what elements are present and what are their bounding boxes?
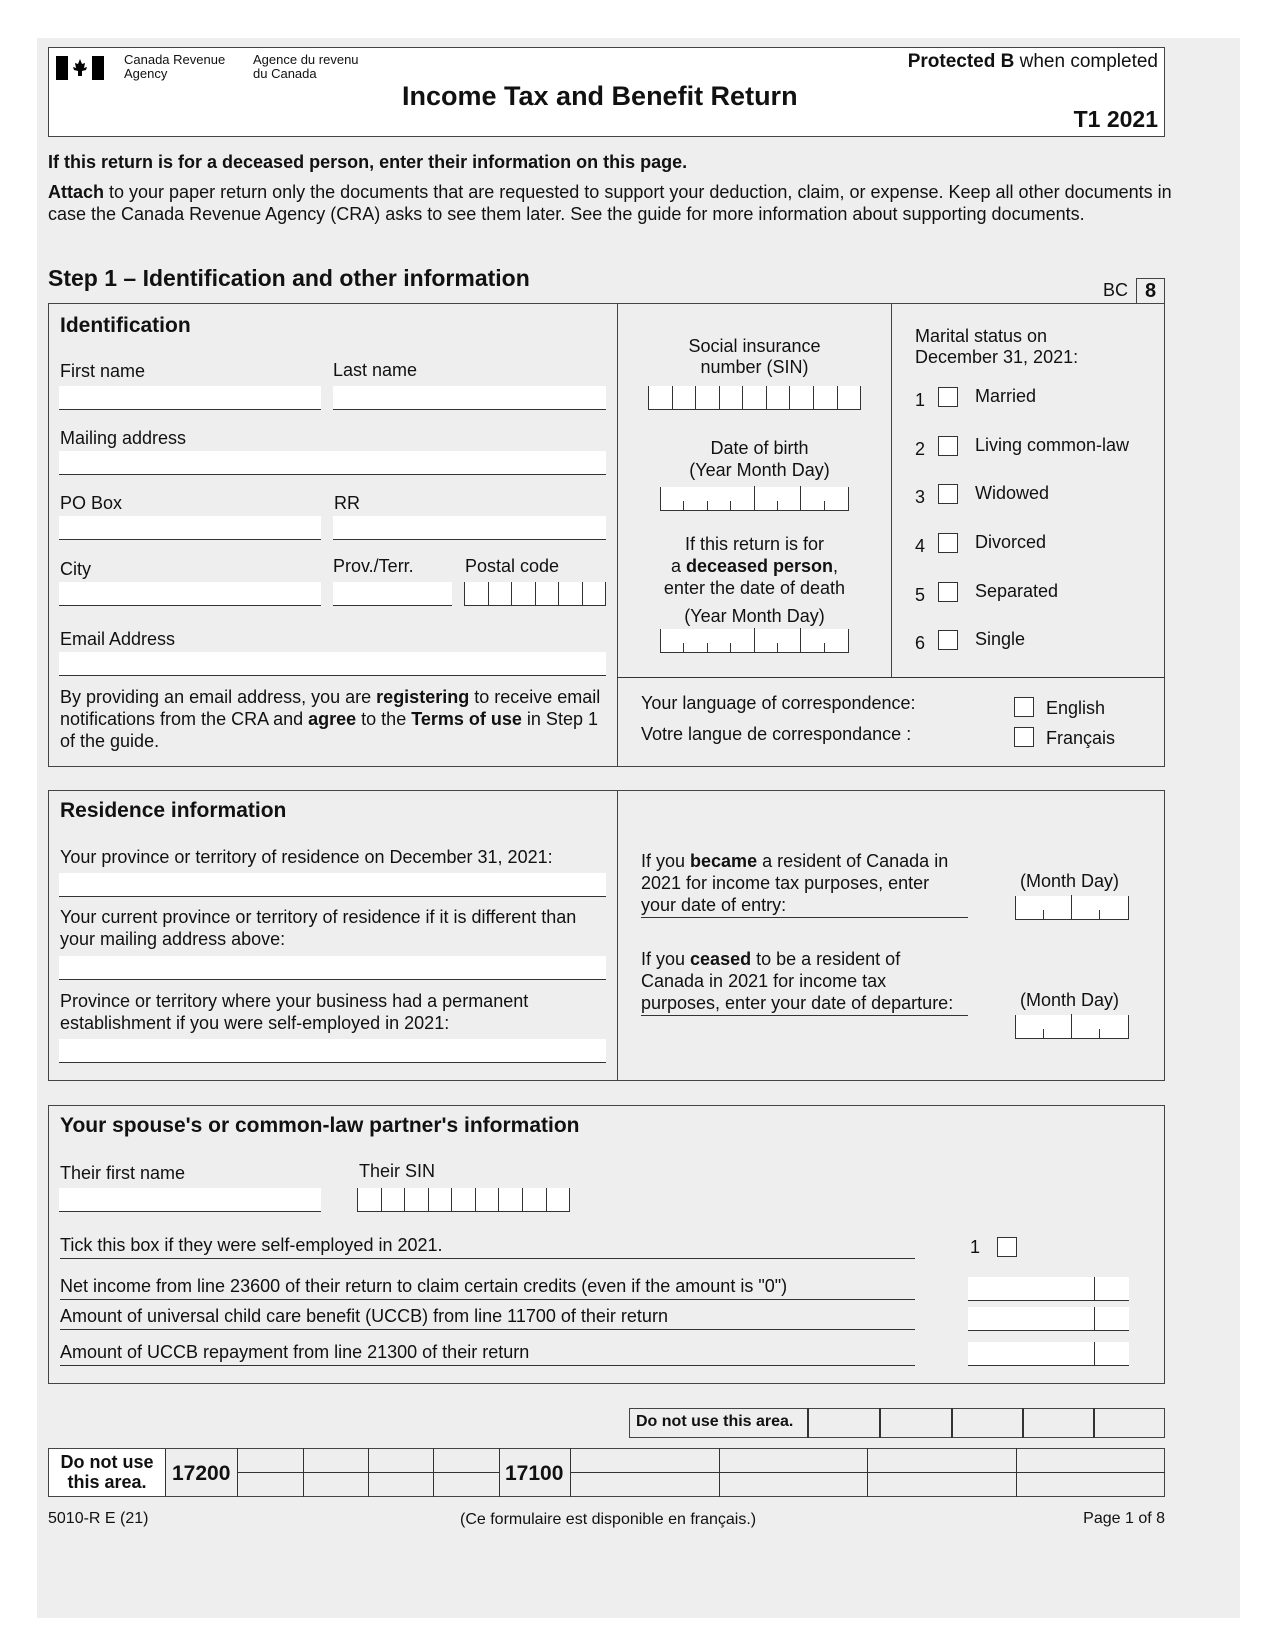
ceased-resident-label: If you ceased to be a resident of Canada in 2021 for income tax purposes, enter your date of departure: xyxy=(641,948,968,1016)
marital-option-number: 3 xyxy=(915,487,926,507)
residence-q3-field[interactable] xyxy=(59,1039,606,1063)
french-label: Français xyxy=(1046,728,1116,748)
divider xyxy=(499,1448,500,1497)
email-label: Email Address xyxy=(60,629,176,649)
uccb-repayment-field[interactable] xyxy=(968,1342,1129,1366)
marital-option-number: 2 xyxy=(915,439,926,459)
residence-q2-field[interactable] xyxy=(59,956,606,980)
attach-note: Attach to your paper return only the documents that are requested to support your deduction, claim, or expense. Keep all other documents in case the Canada Revenue Agency (CRA) asks to see them later. See the guide for more information about supporting documents. xyxy=(48,182,1172,224)
residence-q1-field[interactable] xyxy=(59,873,606,897)
email-note: By providing an email address, you are registering to receive email notifications from the CRA and agree to the Terms of use in Step 1 of the guide. xyxy=(60,687,601,751)
office-cell xyxy=(879,1408,881,1438)
postal-code-field[interactable] xyxy=(464,582,606,606)
uccb-field[interactable] xyxy=(968,1307,1129,1331)
po-box-field[interactable] xyxy=(59,516,321,540)
marital-option-number: 1 xyxy=(915,390,926,410)
rr-field[interactable] xyxy=(333,516,606,540)
uccb-repayment-label: Amount of UCCB repayment from line 21300 of their return xyxy=(60,1342,915,1366)
office-cell xyxy=(1093,1408,1095,1438)
canada-flag-icon xyxy=(56,56,104,80)
marital-married-checkbox[interactable] xyxy=(938,387,958,407)
marital-option-number: 4 xyxy=(915,536,926,556)
entry-date-field[interactable] xyxy=(1015,896,1129,920)
mailing-address-label: Mailing address xyxy=(60,428,187,448)
rr-label: RR xyxy=(334,493,360,513)
po-box-label: PO Box xyxy=(60,493,123,513)
page-number: Page 1 of 8 xyxy=(1083,1510,1165,1527)
net-income-field[interactable] xyxy=(968,1277,1129,1301)
language-label-fr: Votre langue de correspondance : xyxy=(641,724,912,744)
office-cell xyxy=(1022,1408,1024,1438)
sin-field[interactable] xyxy=(648,386,861,410)
french-checkbox[interactable] xyxy=(1014,727,1034,747)
city-field[interactable] xyxy=(59,582,321,606)
marital-option-label: Widowed xyxy=(975,483,1050,503)
spouse-sin-field[interactable] xyxy=(357,1188,570,1212)
protected-label: Protected B when completed xyxy=(907,51,1158,72)
marital-status-title: Marital status on December 31, 2021: xyxy=(915,326,1079,367)
city-label: City xyxy=(60,559,91,579)
do-not-use-label-2: Do not use this area. xyxy=(60,1452,154,1492)
divider xyxy=(303,1448,304,1497)
english-checkbox[interactable] xyxy=(1014,697,1034,717)
office-cell xyxy=(807,1408,809,1438)
spouse-first-name-field[interactable] xyxy=(59,1188,321,1212)
code-17200: 17200 xyxy=(172,1462,231,1485)
page-number-box: 8 xyxy=(1136,278,1165,304)
death-date-label: If this return is for a deceased person, enter the date of death (Year Month Day) xyxy=(663,534,846,626)
divider xyxy=(617,677,1165,678)
email-field[interactable] xyxy=(59,652,606,676)
sin-label: Social insurance number (SIN) xyxy=(688,336,821,377)
agency-name-fr: Agence du revenu du Canada xyxy=(253,52,359,81)
marital-option-label: Single xyxy=(975,629,1026,649)
marital-single-checkbox[interactable] xyxy=(938,630,958,650)
prov-terr-field[interactable] xyxy=(333,582,452,606)
mailing-address-field[interactable] xyxy=(59,451,606,475)
net-income-label: Net income from line 23600 of their return to claim certain credits (even if the amount is "0") xyxy=(60,1276,915,1300)
death-date-field[interactable] xyxy=(660,629,849,653)
month-day-label-1: (Month Day) xyxy=(1020,871,1120,891)
first-name-label: First name xyxy=(60,361,146,381)
divider xyxy=(433,1448,434,1497)
self-employed-num: 1 xyxy=(970,1237,981,1257)
dob-field[interactable] xyxy=(660,487,849,511)
residence-title: Residence information xyxy=(60,799,287,822)
divider xyxy=(719,1448,720,1497)
marital-living-common-law-checkbox[interactable] xyxy=(938,436,958,456)
residence-q1: Your province or territory of residence on December 31, 2021: xyxy=(60,847,553,867)
province-code: BC xyxy=(1103,280,1129,300)
postal-code-label: Postal code xyxy=(465,556,560,576)
deceased-note: If this return is for a deceased person, enter their information on this page. xyxy=(48,152,688,172)
language-label-en: Your language of correspondence: xyxy=(641,693,916,713)
residence-q3: Province or territory where your business had a permanent establishment if you were self-employed in 2021: xyxy=(60,991,529,1033)
marital-separated-checkbox[interactable] xyxy=(938,582,958,602)
last-name-label: Last name xyxy=(333,360,418,380)
spouse-title: Your spouse's or common-law partner's information xyxy=(60,1114,580,1137)
self-employed-checkbox[interactable] xyxy=(997,1237,1017,1257)
divider xyxy=(867,1448,868,1497)
step1-heading: Step 1 – Identification and other information xyxy=(48,265,530,291)
divider xyxy=(891,303,892,677)
departure-date-field[interactable] xyxy=(1015,1015,1129,1039)
form-title: Income Tax and Benefit Return xyxy=(402,81,798,111)
marital-option-number: 6 xyxy=(915,633,926,653)
agency-name-en: Canada Revenue Agency xyxy=(124,52,226,81)
month-day-label-2: (Month Day) xyxy=(1020,990,1120,1010)
divider xyxy=(1016,1448,1017,1497)
english-label: English xyxy=(1046,698,1106,718)
first-name-field[interactable] xyxy=(59,386,321,410)
marital-divorced-checkbox[interactable] xyxy=(938,533,958,553)
marital-option-label: Living common-law xyxy=(975,435,1130,455)
marital-option-number: 5 xyxy=(915,585,926,605)
spouse-first-name-label: Their first name xyxy=(60,1163,186,1183)
office-cell xyxy=(951,1408,953,1438)
divider xyxy=(617,303,618,767)
identification-title: Identification xyxy=(60,314,191,337)
residence-q2: Your current province or territory of residence if it is different than your mailing address above: xyxy=(60,907,577,949)
prov-terr-label: Prov./Terr. xyxy=(333,556,414,576)
dob-label: Date of birth (Year Month Day) xyxy=(689,438,830,480)
spouse-sin-label: Their SIN xyxy=(359,1161,436,1181)
marital-option-label: Married xyxy=(975,386,1037,406)
divider xyxy=(617,790,618,1081)
form-code: 5010-R E (21) xyxy=(48,1510,149,1527)
marital-option-label: Separated xyxy=(975,581,1059,601)
marital-option-label: Divorced xyxy=(975,532,1047,552)
self-employed-label: Tick this box if they were self-employed in 2021. xyxy=(60,1235,915,1259)
became-resident-label: If you became a resident of Canada in 2021 for income tax purposes, enter your date of entry: xyxy=(641,850,968,918)
french-availability-note: (Ce formulaire est disponible en français.) xyxy=(460,1511,757,1528)
last-name-field[interactable] xyxy=(333,386,606,410)
divider xyxy=(368,1448,369,1497)
code-17100: 17100 xyxy=(505,1462,564,1485)
marital-widowed-checkbox[interactable] xyxy=(938,484,958,504)
do-not-use-label-1: Do not use this area. xyxy=(636,1413,794,1430)
uccb-label: Amount of universal child care benefit (UCCB) from line 11700 of their return xyxy=(60,1306,915,1330)
form-year: T1 2021 xyxy=(1073,106,1158,132)
